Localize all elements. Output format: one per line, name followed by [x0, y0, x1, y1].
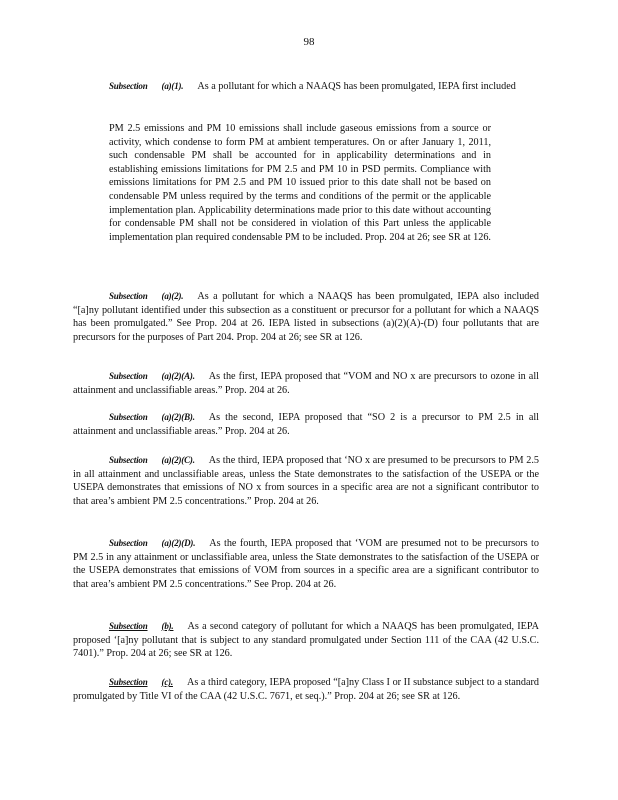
block-quote: PM 2.5 emissions and PM 10 emissions shall include gaseous emissions from a source or activity, which condense to form PM at ambient temperatures. On or after January 1, 2011, such condensable PM shall be accounted for in applicability determinations and in establishing emissions limitations for PM 2.5 and PM 10 in PSD permits. Compliance with emissions limitations for PM 2.5 and PM 10 issued prior to this date shall not be based on condensable PM unless required by the terms and conditions of the permit or the applicable implementation plan. Applicability determinations made prior to this date without accounting for condensable PM shall not be considered in violation of this Part unless the applicable implementation plan required condensable PM to be included. Prop. 204 at 26; see SR at 126. — [109, 123, 491, 243]
subsection-number: (a)(2). — [161, 291, 184, 301]
subsection-number: (a)(2)(C). — [161, 455, 195, 465]
paragraph-a2 — [73, 290, 539, 344]
paragraph-text: As a second category of pollutant for which a NAAQS has been promulgated, IEPA proposed ‘[a]ny pollutant that is subject to any standard promulgated under Section 111 of the CAA (42 U.S.C. 7401).” Prop. 204 at 26; see SR at 126. — [73, 621, 539, 660]
paragraph-b — [73, 620, 539, 661]
subsection-label: Subsection — [109, 371, 148, 381]
paragraph-text: As the second, IEPA proposed that “SO 2 is a precursor to PM 2.5 in all attainment and unclassifiable areas.” Prop. 204 at 26. — [73, 412, 539, 437]
paragraph-a2a — [73, 370, 539, 397]
paragraph-a1 — [73, 80, 539, 94]
subsection-number: (a)(1). — [161, 81, 184, 91]
subsection-number: (a)(2)(A). — [161, 371, 195, 381]
subsection-label: Subsection — [109, 455, 148, 465]
page-number: 98 — [303, 36, 315, 48]
paragraph-a2b — [73, 411, 539, 438]
paragraph-text: As the third, IEPA proposed that ‘NO x are presumed to be precursors to PM 2.5 in all attainment and unclassifiable areas, unless the State demonstrates to the satisfaction of the USEPA or the USEPA demonstrates that emissions of NO x from sources in a specific area are not a significant contributor to that area’s ambient PM 2.5 concentrations.” Prop. 204 at 26. — [73, 455, 539, 507]
subsection-label: Subsection — [109, 538, 148, 548]
paragraph-text: As a third category, IEPA proposed “[a]ny Class I or II substance subject to a standard promulgated by Title VI of the CAA (42 U.S.C. 7671, et seq.).” Prop. 204 at 26; see SR at 126. — [73, 677, 539, 702]
subsection-label: Subsection — [109, 677, 148, 687]
paragraph-a2c — [73, 454, 539, 508]
subsection-label: Subsection — [109, 81, 148, 91]
paragraph-text: As a pollutant for which a NAAQS has been promulgated, IEPA first included — [197, 81, 516, 92]
subsection-label: Subsection — [109, 291, 148, 301]
subsection-number: (a)(2)(D). — [161, 538, 196, 548]
paragraph-text: As a pollutant for which a NAAQS has been promulgated, IEPA also included “[a]ny pollutant identified under this subsection as a constituent or precursor for a pollutant for which a NAAQS has been promulgated.” See Prop. 204 at 26. IEPA listed in subsections (a)(2)(A)-(D) four pollutants that are precursors for the purposes of Part 204. Prop. 204 at 26; see SR at 126. — [73, 291, 539, 343]
subsection-number: (a)(2)(B). — [161, 412, 195, 422]
paragraph-c — [73, 676, 539, 703]
paragraph-text: As the fourth, IEPA proposed that ‘VOM are presumed not to be precursors to PM 2.5 in any attainment or unclassifiable area, unless the State demonstrates to the satisfaction of the USEPA or the USEPA demonstrates that emissions of VOM from sources in a specific area are a significant contributor to that area’s ambient PM 2.5 concentrations.” See Prop. 204 at 26. — [73, 538, 539, 590]
paragraph-a2d — [73, 537, 539, 591]
subsection-number: (b). — [161, 621, 174, 631]
subsection-label: Subsection — [109, 412, 148, 422]
paragraph-text: As the first, IEPA proposed that “VOM and NO x are precursors to ozone in all attainment and unclassifiable areas.” Prop. 204 at 26. — [73, 371, 539, 396]
subsection-number: (c). — [161, 677, 173, 687]
subsection-label: Subsection — [109, 621, 148, 631]
